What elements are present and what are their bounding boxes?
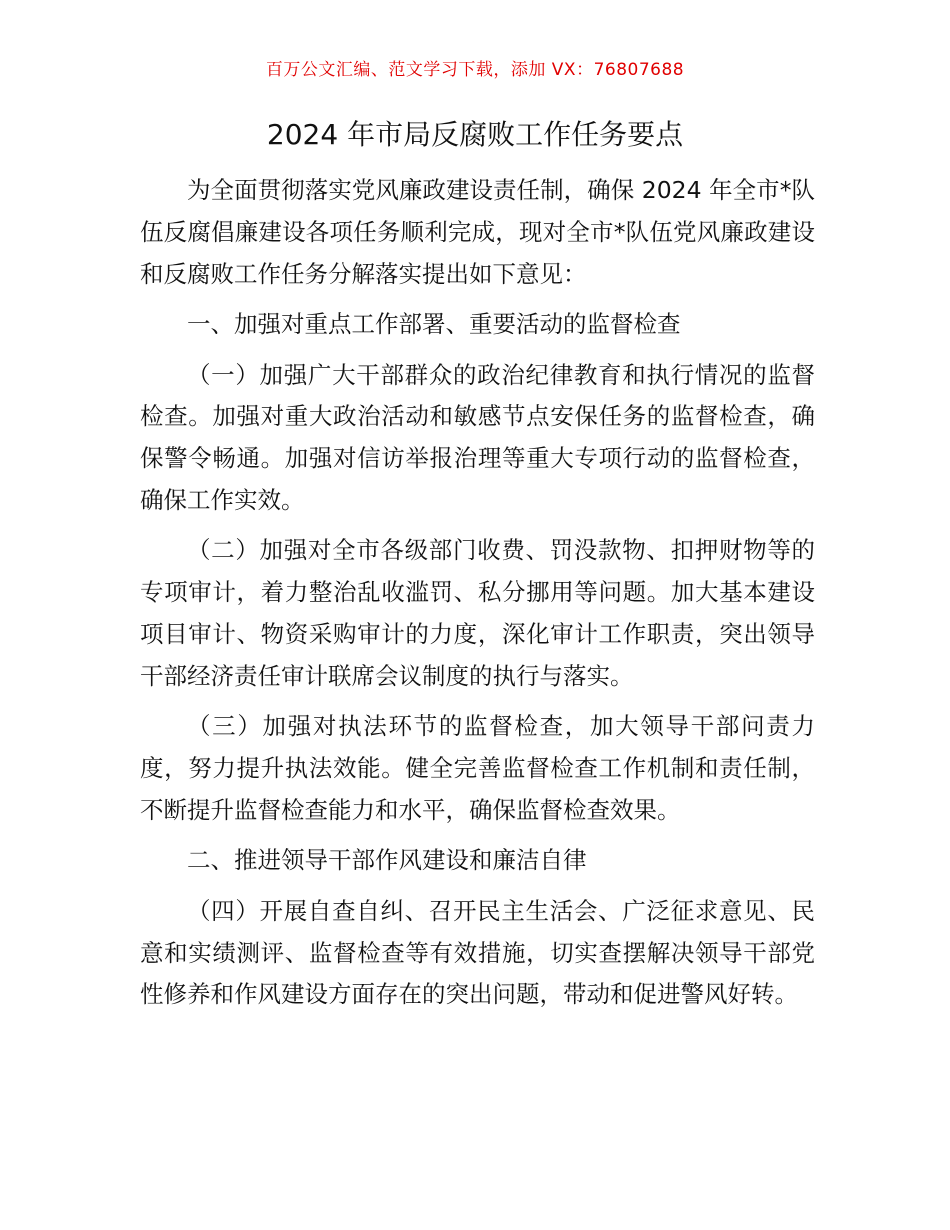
paragraph-item-2: （二）加强对全市各级部门收费、罚没款物、扣押财物等的专项审计，着力整治乱收滥罚、私分挪用等问题。加大基本建设项目审计、物资采购审计的力度，深化审计工作职责，突出领导干部经济责任审计联席会议制度的执行与落实。 <box>140 536 815 690</box>
document-title: 2024 年市局反腐败工作任务要点 <box>266 118 684 151</box>
paragraph-intro: 为全面贯彻落实党风廉政建设责任制，确保 2024 年全市*队伍反腐倡廉建设各项任务顺利完成，现对全市*队伍党风廉政建设和反腐败工作任务分解落实提出如下意见： <box>140 176 815 288</box>
document-body <box>140 170 815 1025</box>
section-heading-1: 一、加强对重点工作部署、重要活动的监督检查 <box>187 310 681 339</box>
paragraph-item-4: （四）开展自查自纠、召开民主生活会、广泛征求意见、民意和实绩测评、监督检查等有效措施，切实查摆解决领导干部党性修养和作风建设方面存在的突出问题，带动和促进警风好转。 <box>140 896 815 1009</box>
paragraph-item-3: （三）加强对执法环节的监督检查，加大领导干部问责力度，努力提升执法效能。健全完善监督检查工作机制和责任制，不断提升监督检查能力和水平，确保监督检查效果。 <box>140 712 815 824</box>
header-note: 百万公文汇编、范文学习下载，添加 VX：76807688 <box>265 60 685 80</box>
paragraph-item-1: （一）加强广大干部群众的政治纪律教育和执行情况的监督检查。加强对重大政治活动和敏感节点安保任务的监督检查，确保警令畅通。加强对信访举报治理等重大专项行动的监督检查，确保工作实效。 <box>140 360 815 514</box>
section-heading-2: 二、推进领导干部作风建设和廉洁自律 <box>187 846 587 875</box>
